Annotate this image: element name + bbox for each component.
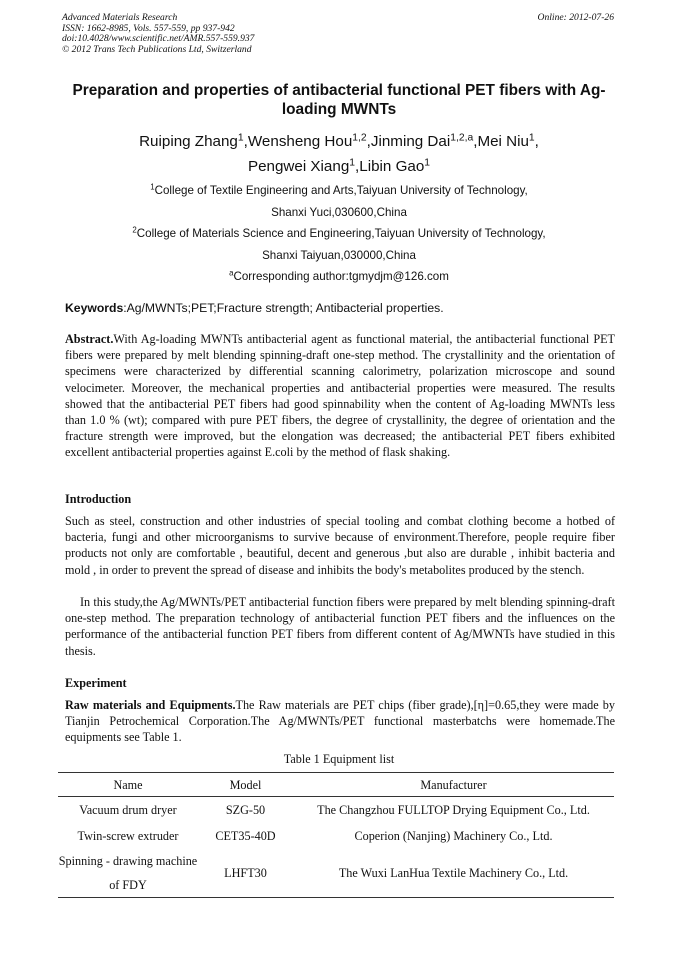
column-header: Model [198,773,293,797]
table-cell: Vacuum drum dryer [79,803,177,817]
keywords-text: :Ag/MWNTs;PET;Fracture strength; Antibacterial properties. [123,301,444,315]
issn-line: ISSN: 1662-8985, Vols. 557-559, pp 937-942 [62,22,235,34]
introduction-heading: Introduction [65,492,132,506]
table-caption: Table 1 Equipment list [283,752,395,766]
keywords-label: Keywords [65,301,124,315]
table-cell: The Changzhou FULLTOP Drying Equipment Co., Ltd. [317,803,590,817]
table-cell: SZG-50 [225,803,266,817]
author-name: Jinming Dai [370,133,451,150]
affiliation-2: College of Materials Science and Engineering,Taiyuan University of Technology, [136,227,546,240]
abstract-label: Abstract. [65,332,114,346]
author-affil-mark: 1 [424,157,431,169]
table-cell: Twin-screw extruder [77,829,179,843]
paper-title: Preparation and properties of antibacterial functional PET fibers with Ag-loading MWNTs [72,82,606,118]
table-row [58,797,614,824]
author-affil-mark: 1,2 [352,132,367,144]
paragraph-text: The Raw materials are PET chips (fiber grade),[η]=0.65,they were made by Tianjin Petrochemical Corporation.The Ag/MWNTs/PET functional masterbatchs were homemade.The equipments see Table 1. [65,698,615,745]
paragraph-text: Such as steel, construction and other industries of special tooling and combat clothing become a hotbed of bacteria, fungi and other microorganisms to survive because of environment.Therefore, people require fiber products not only are comfortable , beautiful, decent and generous ,but also are durable , inhibit bacteria and mold , in order to prevent the spread of disease and inhibits the body's metabolites produced by the stench. [65,514,615,577]
affil-mark: 1 [150,182,155,192]
corresponding-author: Corresponding author:tgmydjm@126.com [233,270,449,283]
column-header: Name [58,773,198,797]
introduction-paragraph-1 [65,513,615,578]
table-cell: The Wuxi LanHua Textile Machinery Co., Ltd. [293,849,614,898]
journal-header [62,13,254,55]
author-list: Ruiping Zhang$^1$,Wensheng Hou$^{1,2}$,Jinming Dai$^{1,2,a}$,Mei Niu$^1$, Pengwei Xiang$^1$,Libin Gao$^1$ [139,132,539,175]
experiment-paragraph [65,697,615,746]
paragraph-text: In this study,the Ag/MWNTs/PET antibacterial function fibers were prepared by melt blending spinning-draft one-step method. The preparation technology of antibacterial function PET fibers and the influences on the performance of the antibacterial function PET fibers from different content of Ag/MWNTs have studied in this thesis. [65,595,615,658]
online-date: Online: 2012-07-26 [537,12,614,23]
table-row [58,823,614,849]
author-affil-mark: 1 [349,157,356,169]
table-cell: Spinning - drawing machine of FDY [58,849,198,898]
author-affil-mark: 1,2,a [450,132,474,144]
affiliations [60,180,618,288]
experiment-heading: Experiment [65,676,127,690]
affiliation-1: College of Textile Engineering and Arts,Taiyuan University of Technology, [154,184,528,197]
table-cell: Coperion (Nanjing) Machinery Co., Ltd. [354,829,553,843]
affiliation-2-address: Shanxi Taiyuan,030000,China [262,248,416,262]
table-cell: LHFT30 [198,849,293,898]
doi-line: doi:10.4028/www.scientific.net/AMR.557-559.937 [62,33,255,44]
journal-name: Advanced Materials Research [62,12,178,23]
abstract-text: With Ag-loading MWNTs antibacterial agent as functional material, the antibacterial functional PET fibers were prepared by melt blending spinning-draft one-step method. The crystallinity and the orientation of specimens were characterized by differential scanning calorimetry, polarization microscope and sound velocimeter. Moreover, the mechanical properties and antibacterial properties were measured. The results showed that the antibacterial PET fibers had good spinnability when the content of Ag-loading MWNTs less than 1.0 % (wt); compared with pure PET fibers, the degree of crystallinity, the degree of orientation and the fracture strength were improved, but the elongation was decreased; the antibacterial PET fibers exhibited excellent antibacterial properties against E.coli by the method of flask shaking. [65,332,615,460]
equipment-table [58,772,614,898]
table-row [58,849,614,898]
subsection-lead: Raw materials and Equipments. [65,698,236,712]
author-name: Libin Gao [359,158,425,175]
abstract [65,331,615,461]
affiliation-1-address: Shanxi Yuci,030600,China [271,205,407,219]
author-name: Wensheng Hou [247,133,353,150]
table-header-row [58,773,614,797]
affil-mark: 2 [132,225,137,235]
author-name: Pengwei Xiang [247,158,350,175]
author-affil-mark: 1 [528,132,535,144]
author-name: Ruiping Zhang [139,133,238,150]
table-cell: CET35-40D [215,829,276,843]
author-affil-mark: 1 [237,132,244,144]
introduction-paragraph-2 [65,594,615,659]
column-header: Manufacturer [293,773,614,797]
keywords [65,300,615,316]
affil-mark: a [229,268,234,278]
author-name: Mei Niu [477,133,529,150]
copyright-line: © 2012 Trans Tech Publications Ltd, Switzerland [62,43,252,55]
